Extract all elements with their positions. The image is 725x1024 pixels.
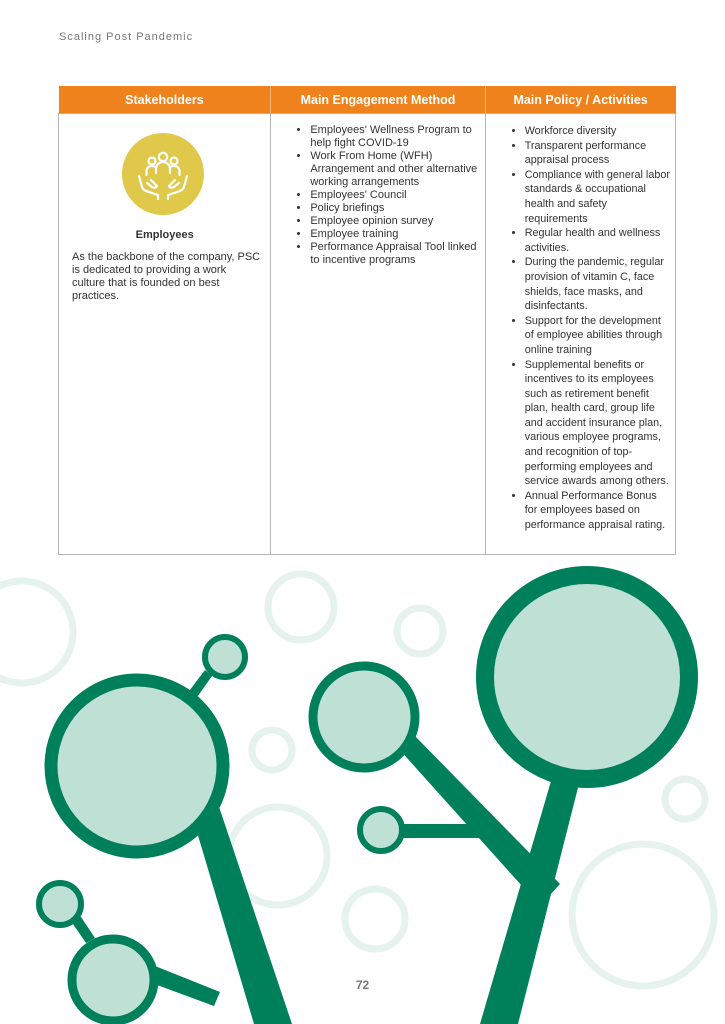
list-item: • Support for the development of employee abilities through online training	[525, 314, 675, 358]
column-header-engagement: Main Engagement Method	[271, 86, 485, 114]
list-item: • Employee training	[310, 228, 484, 241]
list-item: • Employee opinion survey	[310, 215, 484, 228]
list-item: • Annual Performance Bonus for employees based on performance appraisal rating.	[525, 489, 675, 533]
list-item: • Supplemental benefits or incentives to its employees such as retirement benefit plan, health card, group life and accident insurance plan, various employee programs, and recognition of top-performing employees and service awards among others.	[525, 358, 675, 489]
list-item: • Transparent performance appraisal process	[525, 139, 675, 168]
page-number: 72	[355, 978, 370, 992]
stakeholder-description: As the backbone of the company, PSC is dedicated to providing a work culture that is founded on best practices.	[72, 251, 261, 302]
stakeholder-name: Employees	[135, 229, 194, 241]
list-item: • Employees' Council	[310, 189, 484, 202]
list-item: • Policy briefings	[310, 202, 484, 215]
column-header-policies: Main Policy / Activities	[485, 86, 675, 114]
list-item: • Compliance with general labor standards & occupational health and safety requirements	[525, 168, 675, 226]
list-item: • During the pandemic, regular provision of vitamin C, face shields, face masks, and disinfectants.	[525, 255, 675, 313]
list-item: • Employees' Wellness Program to help fight COVID-19	[310, 124, 484, 150]
list-item: • Work From Home (WFH) Arrangement and other alternative working arrangements	[310, 150, 484, 189]
list-item: • Workforce diversity	[525, 124, 675, 139]
list-item: • Regular health and wellness activities.	[525, 226, 675, 255]
column-header-stakeholders: Stakeholders	[59, 86, 271, 114]
running-header: Scaling Post Pandemic	[59, 31, 194, 43]
list-item: • Performance Appraisal Tool linked to incentive programs	[310, 241, 484, 267]
